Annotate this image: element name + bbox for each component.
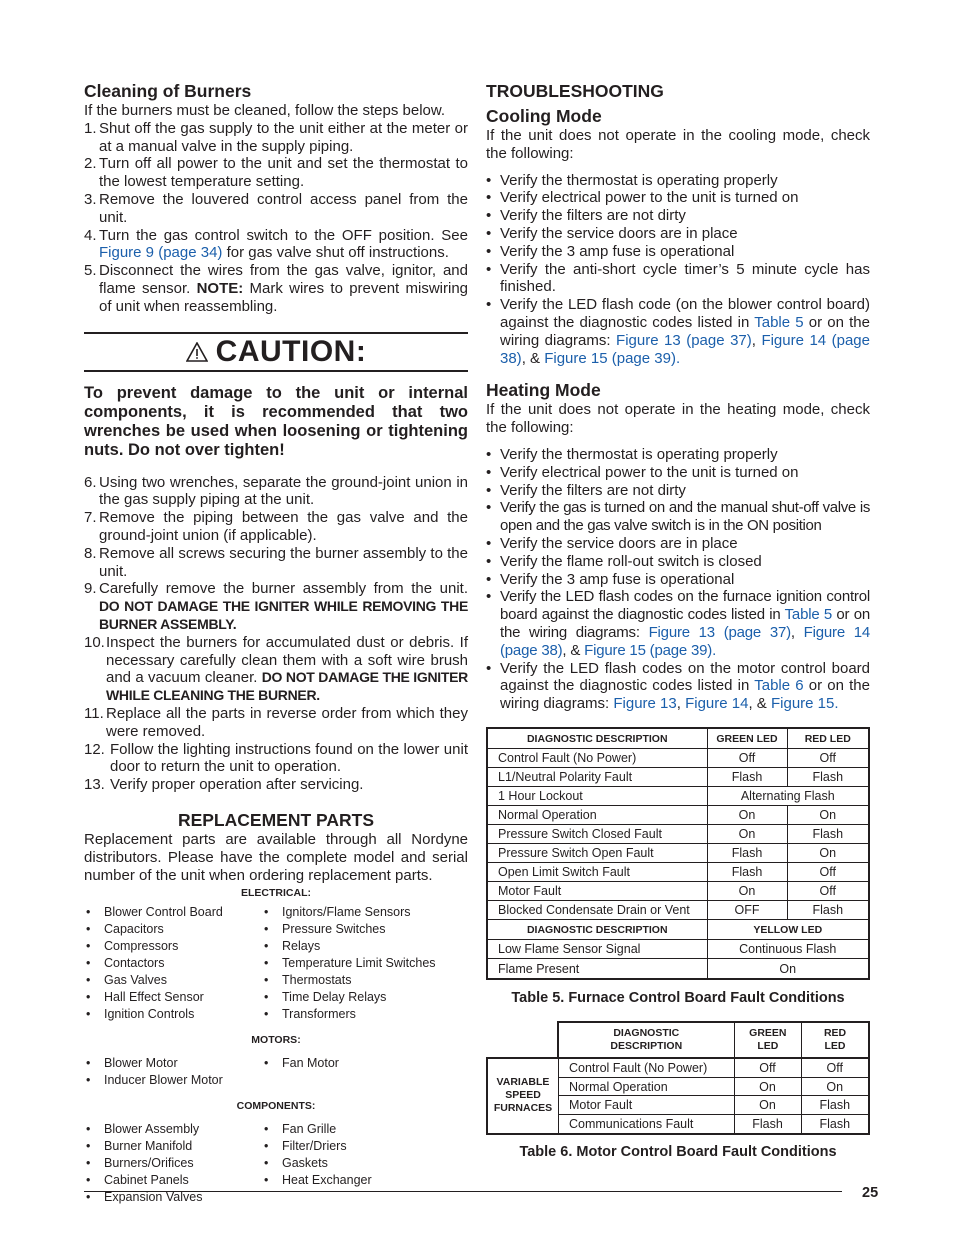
cooling-intro: If the unit does not operate in the cooling mode, check the following: — [486, 127, 870, 162]
part-item: • Inducer Blower Motor — [84, 1072, 262, 1089]
step-1: 1. Shut off the gas supply to the unit either at the meter or at a manual valve in the supply piping. — [84, 119, 468, 155]
troubleshooting-title: TROUBLESHOOTING — [486, 81, 664, 101]
step-3: 3. Remove the louvered control access panel from the unit. — [84, 190, 468, 226]
cell-description: Flame Present — [488, 959, 707, 978]
motors-parts-list — [84, 1055, 468, 1089]
figure-13-link[interactable]: Figure 13 (page 37) — [648, 623, 791, 641]
table-header-row — [488, 920, 868, 940]
part-item: • Ignitors/Flame Sensors — [262, 904, 468, 921]
cell-green-led: On — [734, 1077, 801, 1096]
step-7: 7. Remove the piping between the gas valve and the ground-joint union (if applicable). — [84, 509, 468, 544]
cell-red-led: Flash — [787, 825, 868, 844]
col-header: DIAGNOSTIC DESCRIPTION — [558, 1022, 734, 1058]
heating-led-item: • Verify the LED flash codes on the furnace ignition control board against the diagnostic codes listed in Table 5 or on the wiring diagrams: Figure 13 (page 37), Figure 14 (page 38), & Figure 15 (page 39). — [486, 588, 870, 659]
cell-description: Open Limit Switch Fault — [488, 863, 707, 882]
part-item: • Temperature Limit Switches — [262, 955, 468, 972]
cell-green-led: Off — [734, 1059, 801, 1078]
col-header: YELLOW LED — [707, 920, 868, 940]
cell-description: Motor Fault — [488, 882, 707, 901]
cell-yellow-led: On — [707, 959, 868, 978]
heating-item: • Verify the 3 amp fuse is operational — [486, 571, 870, 589]
cell-green-led: On — [734, 1096, 801, 1115]
step-10: 10. Inspect the burners for accumulated dust or debris. If necessary carefully clean them with a soft wire brush and a vacuum cleaner. DO NOT DAMAGE THE IGNITER WHILE CLEANING THE BURNER. — [84, 633, 468, 704]
replacement-parts-title: REPLACEMENT PARTS — [177, 809, 375, 830]
page-number: 25 — [862, 1185, 879, 1201]
table-6-header — [557, 1021, 870, 1059]
cooling-item: • Verify the anti-short cycle timer’s 5 minute cycle has finished. — [486, 261, 870, 297]
part-item: • Time Delay Relays — [262, 989, 468, 1006]
table-row — [559, 1114, 868, 1133]
part-item: • Blower Control Board — [84, 904, 262, 921]
heating-item: • Verify the filters are not dirty — [486, 482, 870, 500]
cell-red-led: Flash — [787, 768, 868, 787]
part-item: • Burners/Orifices — [84, 1155, 262, 1172]
caution-text: To prevent damage to the unit or internal components, it is recommended that two wrenches be used when loosening or tightening nuts. Do not over tighten! — [84, 383, 468, 459]
part-item: • Ignition Controls — [84, 1006, 262, 1023]
cell-red-led: Off — [787, 749, 868, 768]
motors-heading: MOTORS: — [251, 1034, 301, 1047]
step-4: 4. Turn the gas control switch to the OFF position. See Figure 9 (page 34) for gas valve shut off instructions. — [84, 226, 468, 262]
figure-14-link[interactable]: Figure 14 (page 38) — [500, 331, 870, 367]
cell-green-led: Off — [707, 749, 787, 768]
table-5-link[interactable]: Table 5 — [784, 606, 833, 624]
variable-speed-label: VARIABLE SPEED FURNACES — [488, 1059, 559, 1133]
part-item: • Blower Motor — [84, 1055, 262, 1072]
cell-led: Alternating Flash — [707, 787, 868, 806]
components-heading: COMPONENTS: — [236, 1100, 316, 1113]
cell-green-led: On — [707, 806, 787, 825]
cooling-led-item: • Verify the LED flash code (on the blower control board) against the diagnostic codes listed in Table 5 or on the wiring diagrams: Figure 13 (page 37), Figure 14 (page 38), & Figure 15 (page 39). — [486, 296, 870, 367]
table-row — [488, 825, 868, 844]
cell-red-led: Flash — [787, 901, 868, 920]
figure-9-link[interactable]: Figure 9 (page 34) — [99, 244, 223, 262]
cell-green-led: On — [707, 882, 787, 901]
part-item: • Fan Grille — [262, 1121, 468, 1138]
figure-13-link[interactable]: Figure 13 — [613, 695, 677, 713]
col-header: DIAGNOSTIC DESCRIPTION — [488, 920, 707, 940]
part-item: • Burner Manifold — [84, 1138, 262, 1155]
table-row — [488, 787, 868, 806]
heating-item: • Verify electrical power to the unit is turned on — [486, 464, 870, 482]
right-column — [486, 80, 870, 1160]
cooling-item: • Verify the filters are not dirty — [486, 207, 870, 225]
table-row — [559, 1096, 868, 1115]
part-item: • Transformers — [262, 1006, 468, 1023]
step-11: 11. Replace all the parts in reverse order from which they were removed. — [84, 704, 468, 740]
part-item: • Gaskets — [262, 1155, 468, 1172]
cell-red-led: Flash — [801, 1114, 868, 1133]
cooling-item: • Verify electrical power to the unit is turned on — [486, 189, 870, 207]
part-item: • Cabinet Panels — [84, 1172, 262, 1189]
table-row — [488, 768, 868, 787]
cell-description: Motor Fault — [559, 1096, 734, 1115]
cell-description: Control Fault (No Power) — [488, 749, 707, 768]
cell-description: Blocked Condensate Drain or Vent — [488, 901, 707, 920]
cleaning-steps-continued — [84, 474, 468, 794]
components-parts-list — [84, 1121, 468, 1206]
table-5 — [488, 729, 868, 978]
cell-green-led: Flash — [707, 768, 787, 787]
step-8: 8. Remove all screws securing the burner assembly to the unit. — [84, 544, 468, 580]
cell-description: L1/Neutral Polarity Fault — [488, 768, 707, 787]
caution-banner — [84, 332, 468, 372]
table-header-row — [488, 729, 868, 749]
cooling-item: • Verify the 3 amp fuse is operational — [486, 243, 870, 261]
cell-red-led: Off — [801, 1059, 868, 1078]
left-column — [84, 80, 468, 1206]
heating-item: • Verify the service doors are in place — [486, 535, 870, 553]
cleaning-intro: If the burners must be cleaned, follow the steps below. — [84, 102, 446, 119]
figure-14-link[interactable]: Figure 14 — [685, 695, 749, 713]
table-row — [488, 806, 868, 825]
table-row — [559, 1059, 868, 1078]
heating-item: • Verify the thermostat is operating properly — [486, 446, 870, 464]
table-6-body — [486, 1057, 870, 1135]
step-5: 5. Disconnect the wires from the gas valve, ignitor, and flame sensor. NOTE: Mark wires to prevent miswiring of unit when reassembling. — [84, 262, 468, 315]
cleaning-steps — [84, 120, 468, 316]
cell-green-led: On — [707, 825, 787, 844]
cell-description: Normal Operation — [488, 806, 707, 825]
part-item: • Gas Valves — [84, 972, 262, 989]
part-item: • Fan Motor — [262, 1055, 468, 1072]
table-6-wrapper — [486, 1021, 870, 1135]
cell-green-led: OFF — [707, 901, 787, 920]
cell-red-led: On — [787, 844, 868, 863]
part-item: • Expansion Valves — [84, 1189, 262, 1206]
figure-15-link[interactable]: Figure 15 (page 39) — [544, 349, 676, 367]
figure-15-link[interactable]: Figure 15 — [770, 695, 835, 713]
col-header: GREEN LED — [707, 729, 787, 749]
part-item: • Hall Effect Sensor — [84, 989, 262, 1006]
table-row — [488, 749, 868, 768]
cell-red-led: On — [787, 806, 868, 825]
cell-red-led: Off — [787, 882, 868, 901]
cooling-item: • Verify the thermostat is operating properly — [486, 172, 870, 190]
part-item: • Blower Assembly — [84, 1121, 262, 1138]
figure-15-link[interactable]: Figure 15 (page 39) — [584, 641, 713, 659]
electrical-parts-list — [84, 904, 468, 1023]
cooling-checklist — [486, 172, 870, 368]
table-5-link[interactable]: Table 5 — [754, 313, 804, 331]
table-row — [488, 844, 868, 863]
cell-description: Low Flame Sensor Signal — [488, 940, 707, 959]
step-9: 9. Carefully remove the burner assembly from the unit. DO NOT DAMAGE THE IGNITER WHILE REMOVING THE BURNER ASSEMBLY. — [84, 580, 468, 632]
heating-item: • Verify the gas is turned on and the manual shut-off valve is open and the gas valve switch is in the ON position — [486, 499, 870, 535]
table-5-wrapper — [486, 727, 870, 980]
cooling-mode-title: Cooling Mode — [486, 106, 602, 126]
cell-red-led: On — [801, 1077, 868, 1096]
table-row — [488, 901, 868, 920]
table-6 — [559, 1059, 868, 1133]
electrical-heading: ELECTRICAL: — [241, 887, 311, 900]
cell-description: Pressure Switch Open Fault — [488, 844, 707, 863]
table-6-caption: Table 6. Motor Control Board Fault Conditions — [519, 1143, 837, 1160]
table-row — [559, 1077, 868, 1096]
table-6-link[interactable]: Table 6 — [754, 677, 804, 695]
col-header: GREEN LED — [734, 1022, 801, 1058]
cell-green-led: Flash — [707, 844, 787, 863]
part-item: • Capacitors — [84, 921, 262, 938]
cell-description: 1 Hour Lockout — [488, 787, 707, 806]
figure-13-link[interactable]: Figure 13 (page 37) — [616, 331, 752, 349]
cell-green-led: Flash — [734, 1114, 801, 1133]
step-6: 6. Using two wrenches, separate the ground-joint union in the gas supply piping at the unit. — [84, 473, 468, 509]
heating-mode-title: Heating Mode — [486, 380, 601, 401]
heating-intro: If the unit does not operate in the heating mode, check the following: — [486, 401, 870, 437]
col-header: RED LED — [787, 729, 868, 749]
cooling-item: • Verify the service doors are in place — [486, 225, 870, 243]
cell-yellow-led: Continuous Flash — [707, 940, 868, 959]
step-13: 13. Verify proper operation after servicing. — [84, 776, 364, 794]
warning-icon — [186, 342, 208, 362]
cell-description: Pressure Switch Closed Fault — [488, 825, 707, 844]
cleaning-burners-title: Cleaning of Burners — [84, 81, 252, 101]
part-item: • Filter/Driers — [262, 1138, 468, 1155]
cell-red-led: Off — [787, 863, 868, 882]
table-row — [488, 940, 868, 959]
part-item: • Pressure Switches — [262, 921, 468, 938]
cell-description: Control Fault (No Power) — [559, 1059, 734, 1078]
table-row — [488, 863, 868, 882]
caution-title: CAUTION: — [215, 334, 367, 368]
heating-item: • Verify the flame roll-out switch is closed — [486, 553, 870, 571]
col-header: RED LED — [802, 1022, 869, 1058]
cell-red-led: Flash — [801, 1096, 868, 1115]
part-item: • Contactors — [84, 955, 262, 972]
col-header: DIAGNOSTIC DESCRIPTION — [488, 729, 707, 749]
cell-description: Communications Fault — [559, 1114, 734, 1133]
table-row — [488, 882, 868, 901]
part-item: • Thermostats — [262, 972, 468, 989]
step-12: 12. Follow the lighting instructions found on the lower unit door to return the unit to operation. — [84, 740, 468, 776]
part-item: • Relays — [262, 938, 468, 955]
replacement-text: Replacement parts are available through all Nordyne distributors. Please have the complete model and serial number of the unit when ordering replacement parts. — [84, 830, 468, 884]
cell-description: Normal Operation — [559, 1077, 734, 1096]
heating-checklist — [486, 446, 870, 713]
footer-divider — [84, 1191, 842, 1192]
part-item: • Compressors — [84, 938, 262, 955]
motor-led-item: • Verify the LED flash codes on the motor control board against the diagnostic codes listed in Table 6 or on the wiring diagrams: Figure 13, Figure 14, & Figure 15. — [486, 660, 870, 713]
figure-14-link[interactable]: Figure 14 (page 38) — [500, 623, 871, 659]
step-2: 2. Turn off all power to the unit and set the thermostat to the lowest temperature setting. — [84, 155, 468, 191]
cell-green-led: Flash — [707, 863, 787, 882]
part-item: • Heat Exchanger — [262, 1172, 468, 1189]
table-5-caption: Table 5. Furnace Control Board Fault Conditions — [511, 989, 845, 1006]
table-row — [488, 959, 868, 978]
